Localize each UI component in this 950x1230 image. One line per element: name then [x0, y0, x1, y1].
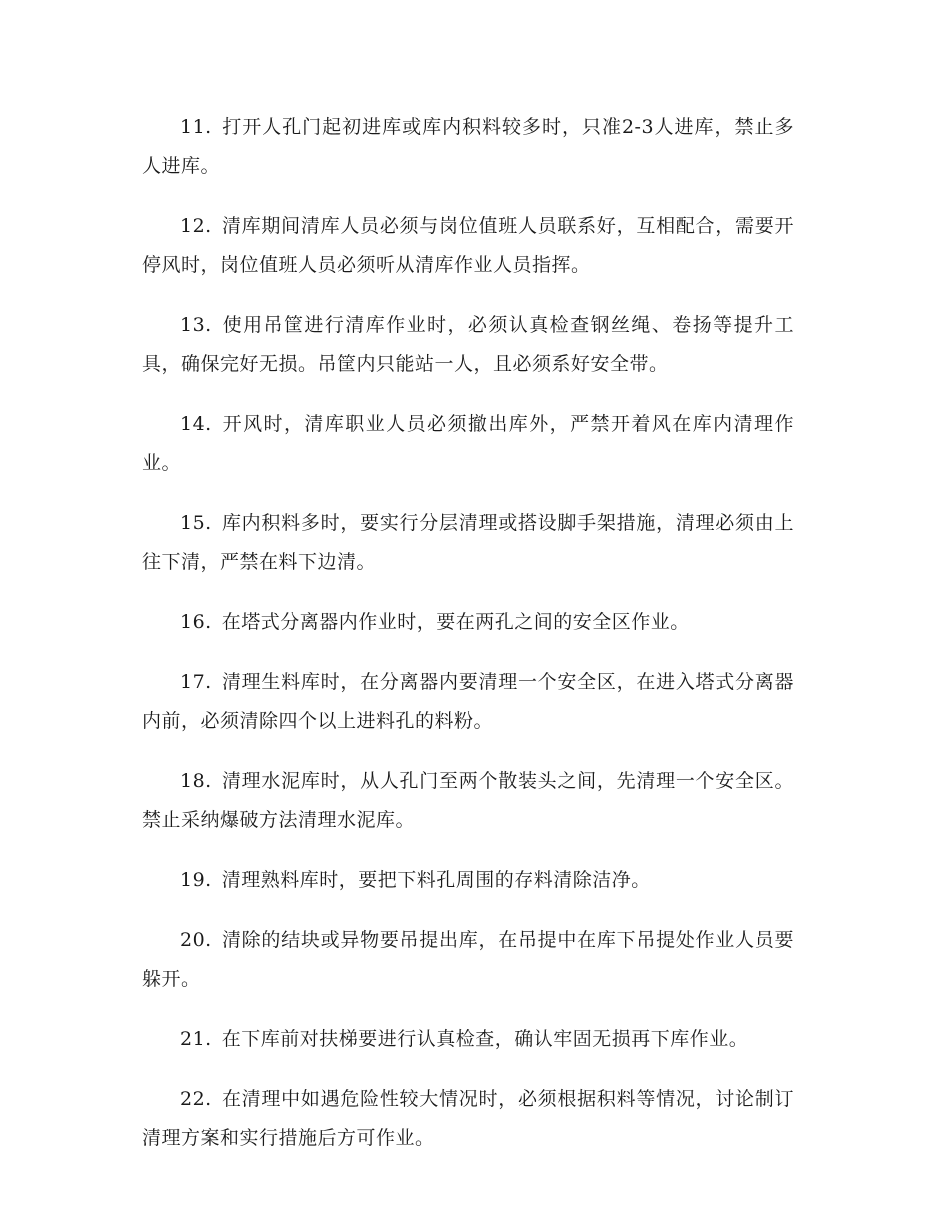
item-text: 使用吊筐进行清库作业时，必须认真检查钢丝绳、卷扬等提升工具，确保完好无损。吊筐内只能站一人，且必须系好安全带。 [142, 314, 794, 375]
item-number: 13. [180, 314, 212, 336]
item-text: 清库期间清库人员必须与岗位值班人员联系好，互相配合，需要开停风时，岗位值班人员必须听从清库作业人员指挥。 [142, 215, 794, 276]
item-text: 库内积料多时，要实行分层清理或搭设脚手架措施，清理必须由上往下清，严禁在料下边清。 [142, 512, 794, 573]
item-number: 20. [180, 929, 212, 951]
document-body [142, 108, 794, 1179]
item-text: 开风时，清库职业人员必须撤出库外，严禁开着风在库内清理作业。 [142, 413, 794, 474]
item-number: 17. [180, 671, 212, 693]
paragraph-item-13 [142, 306, 794, 384]
paragraph-item-16 [142, 603, 794, 642]
item-number: 12. [180, 215, 212, 237]
item-text: 在塔式分离器内作业时，要在两孔之间的安全区作业。 [221, 611, 690, 633]
paragraph-item-18 [142, 762, 794, 840]
paragraph-item-11 [142, 108, 794, 186]
paragraph-item-15 [142, 504, 794, 582]
item-text: 在清理中如遇危险性较大情况时，必须根据积料等情况，讨论制订清理方案和实行措施后方可作业。 [142, 1088, 794, 1149]
item-number: 15. [180, 512, 212, 534]
item-number: 22. [180, 1088, 212, 1110]
paragraph-item-21 [142, 1020, 794, 1059]
paragraph-item-19 [142, 861, 794, 900]
item-text: 清除的结块或异物要吊提出库，在吊提中在库下吊提处作业人员要躲开。 [142, 929, 794, 990]
item-number: 18. [180, 770, 212, 792]
item-text: 清理水泥库时，从人孔门至两个散装头之间，先清理一个安全区。禁止采纳爆破方法清理水泥库。 [142, 770, 794, 831]
item-number: 21. [180, 1028, 212, 1050]
paragraph-item-12 [142, 207, 794, 285]
item-number: 19. [180, 869, 212, 891]
item-text: 清理生料库时，在分离器内要清理一个安全区，在进入塔式分离器内前，必须清除四个以上进料孔的料粉。 [142, 671, 794, 732]
item-number: 14. [180, 413, 212, 435]
item-text: 在下库前对扶梯要进行认真检查，确认牢固无损再下库作业。 [221, 1028, 749, 1050]
paragraph-item-22 [142, 1080, 794, 1158]
paragraph-item-17 [142, 663, 794, 741]
paragraph-item-20 [142, 921, 794, 999]
item-text: 清理熟料库时，要把下料孔周围的存料清除洁净。 [221, 869, 651, 891]
item-text: 打开人孔门起初进库或库内积料较多时，只准2-3人进库，禁止多人进库。 [142, 116, 794, 177]
item-number: 16. [180, 611, 212, 633]
paragraph-item-14 [142, 405, 794, 483]
item-number: 11. [180, 116, 212, 138]
